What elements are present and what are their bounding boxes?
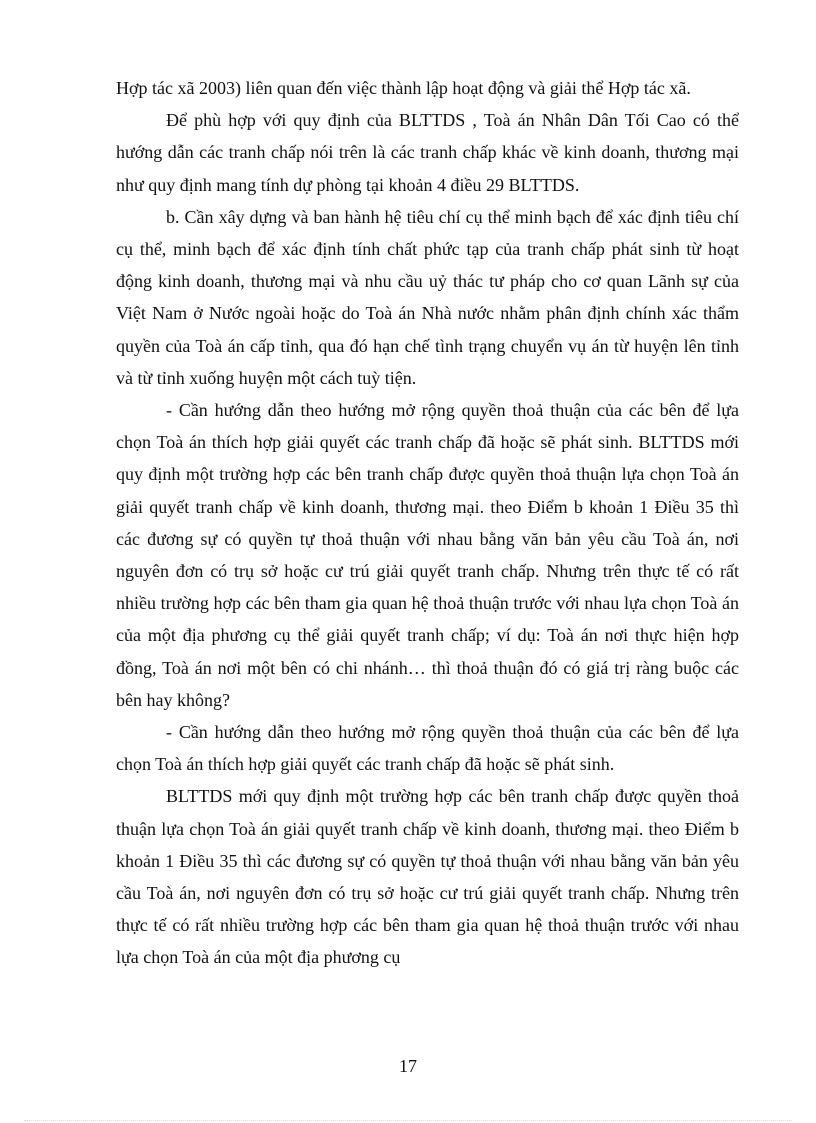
paragraph-6: BLTTDS mới quy định một trường hợp các bên tranh chấp được quyền thoả thuận lựa chọn Toà án giải quyết tranh chấp về kinh doanh, thương mại. theo Điểm b khoản 1 Điều 35 thì các đương sự có quyền tự thoả thuận với nhau bằng văn bản yêu cầu Toà án, nơi nguyên đơn có trụ sở hoặc cư trú giải quyết tranh chấp. Nhưng trên thực tế có rất nhiều trường hợp các bên tham gia quan hệ thoả thuận trước với nhau lựa chọn Toà án của một địa phương cụ xyxy=(116,786,739,968)
page-number: 17 xyxy=(399,1056,417,1076)
paragraph-5: - Cần hướng dẫn theo hướng mở rộng quyền thoả thuận của các bên để lựa chọn Toà án thích hợp giải quyết các tranh chấp đã hoặc sẽ phát sinh. xyxy=(116,722,739,775)
paragraph-4: - Cần hướng dẫn theo hướng mở rộng quyền thoả thuận của các bên để lựa chọn Toà án thích hợp giải quyết các tranh chấp đã hoặc sẽ phát sinh. BLTTDS mới quy định một trường hợp các bên tranh chấp được quyền thoả thuận lựa chọn Toà án giải quyết tranh chấp về kinh doanh, thương mại. theo Điểm b khoản 1 Điều 35 thì các đương sự có quyền tự thoả thuận với nhau bằng văn bản yêu cầu Toà án, nơi nguyên đơn có trụ sở hoặc cư trú giải quyết tranh chấp. Nhưng trên thực tế có rất nhiều trường hợp các bên tham gia quan hệ thoả thuận trước với nhau lựa chọn Toà án của một địa phương cụ thể giải quyết tranh chấp; ví dụ: Toà án nơi thực hiện hợp đồng, Toà án nơi một bên có chi nhánh… thì thoả thuận đó có giá trị ràng buộc các bên hay không? xyxy=(116,400,739,710)
paragraph-1: Hợp tác xã 2003) liên quan đến việc thành lập hoạt động và giải thể Hợp tác xã. xyxy=(116,78,691,98)
paragraph-3: b. Cần xây dựng và ban hành hệ tiêu chí cụ thể minh bạch để xác định tiêu chí cụ thể, minh bạch để xác định tính chất phức tạp của tranh chấp phát sinh từ hoạt động kinh doanh, thương mại và nhu cầu uỷ thác tư pháp cho cơ quan Lãnh sự của Việt Nam ở Nước ngoài hoặc do Toà án Nhà nước nhằm phân định chính xác thẩm quyền của Toà án cấp tỉnh, qua đó hạn chế tình trạng chuyển vụ án từ huyện lên tỉnh và từ tỉnh xuống huyện một cách tuỳ tiện. xyxy=(116,206,739,388)
paragraph-2: Để phù hợp với quy định của BLTTDS , Toà án Nhân Dân Tối Cao có thể hướng dẫn các tranh chấp nói trên là các tranh chấp khác về kinh doanh, thương mại như quy định mang tính dự phòng tại khoản 4 điều 29 BLTTDS. xyxy=(116,110,739,195)
footer-divider xyxy=(24,1120,792,1121)
body-text xyxy=(116,72,739,974)
